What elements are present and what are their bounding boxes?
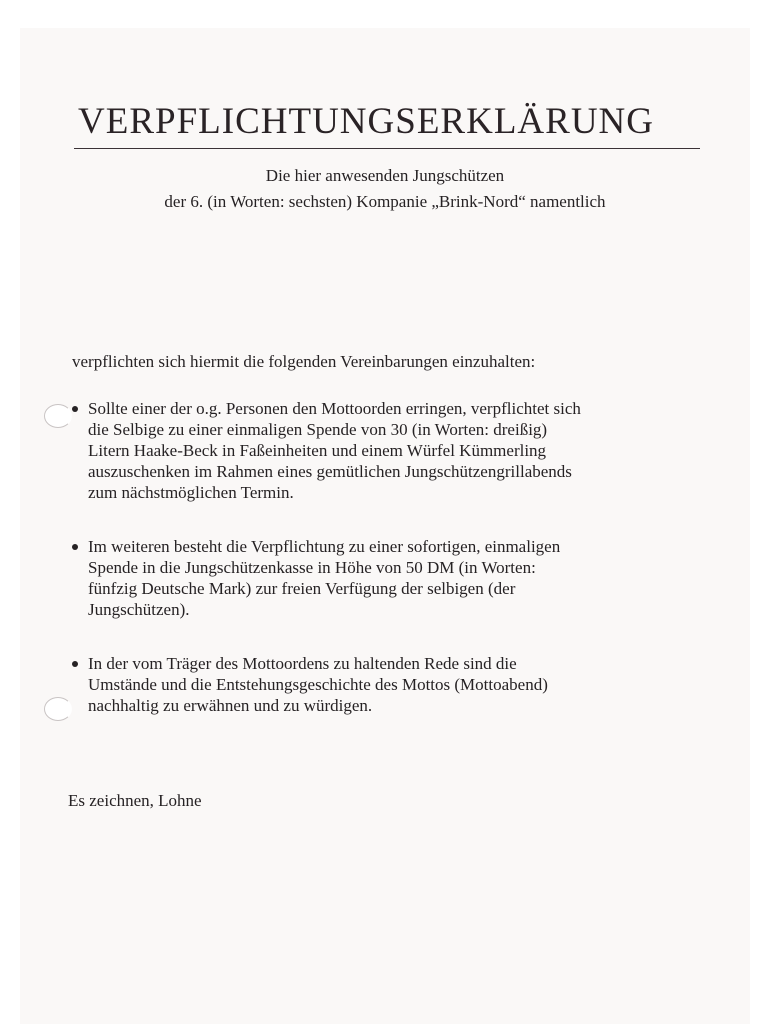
obligation-line: In der vom Träger des Mottoordens zu haltenden Rede sind die (88, 654, 517, 673)
bullet-point-icon (72, 544, 78, 550)
bullet-point-icon (72, 661, 78, 667)
obligation-line: fünfzig Deutsche Mark) zur freien Verfügung der selbigen (der (88, 579, 516, 598)
punch-hole-top (44, 404, 72, 428)
obligation-line: Spende in die Jungschützenkasse in Höhe von 50 DM (in Worten: (88, 558, 536, 577)
obligations-list (70, 398, 710, 716)
subtitle-line-1: Die hier anwesenden Jungschützen (265, 166, 505, 185)
intro-text: verpflichten sich hiermit die folgenden Vereinbarungen einzuhalten: (72, 352, 536, 371)
obligation-line: Umstände und die Entstehungsgeschichte des Mottos (Mottoabend) (88, 675, 548, 694)
document-title: VERPFLICHTUNGSERKLÄRUNG (78, 101, 654, 142)
obligation-line: Sollte einer der o.g. Personen den Mottoorden erringen, verpflichtet sich (88, 399, 581, 418)
obligation-line: nachhaltig zu erwähnen und zu würdigen. (88, 696, 373, 715)
punch-hole-bottom (44, 697, 72, 721)
obligation-line: Litern Haake-Beck in Faßeinheiten und einem Würfel Kümmerling (88, 441, 547, 460)
obligation-line: die Selbige zu einer einmaligen Spende von 30 (in Worten: dreißig) (88, 420, 548, 439)
obligation-line: Im weiteren besteht die Verpflichtung zu einer sofortigen, einmaligen (88, 537, 561, 556)
signoff-text: Es zeichnen, Lohne (68, 791, 202, 810)
title-underline (74, 148, 700, 149)
obligation-line: zum nächstmöglichen Termin. (88, 483, 294, 502)
subtitle-line-2: der 6. (in Worten: sechsten) Kompanie „Brink-Nord“ namentlich (164, 192, 606, 211)
obligation-item (70, 653, 710, 716)
obligation-item (70, 398, 710, 503)
bullet-point-icon (72, 406, 78, 412)
obligation-item (70, 536, 710, 620)
obligation-line: Jungschützen). (88, 600, 190, 619)
obligation-line: auszuschenken im Rahmen eines gemütlichen Jungschützengrillabends (88, 462, 572, 481)
